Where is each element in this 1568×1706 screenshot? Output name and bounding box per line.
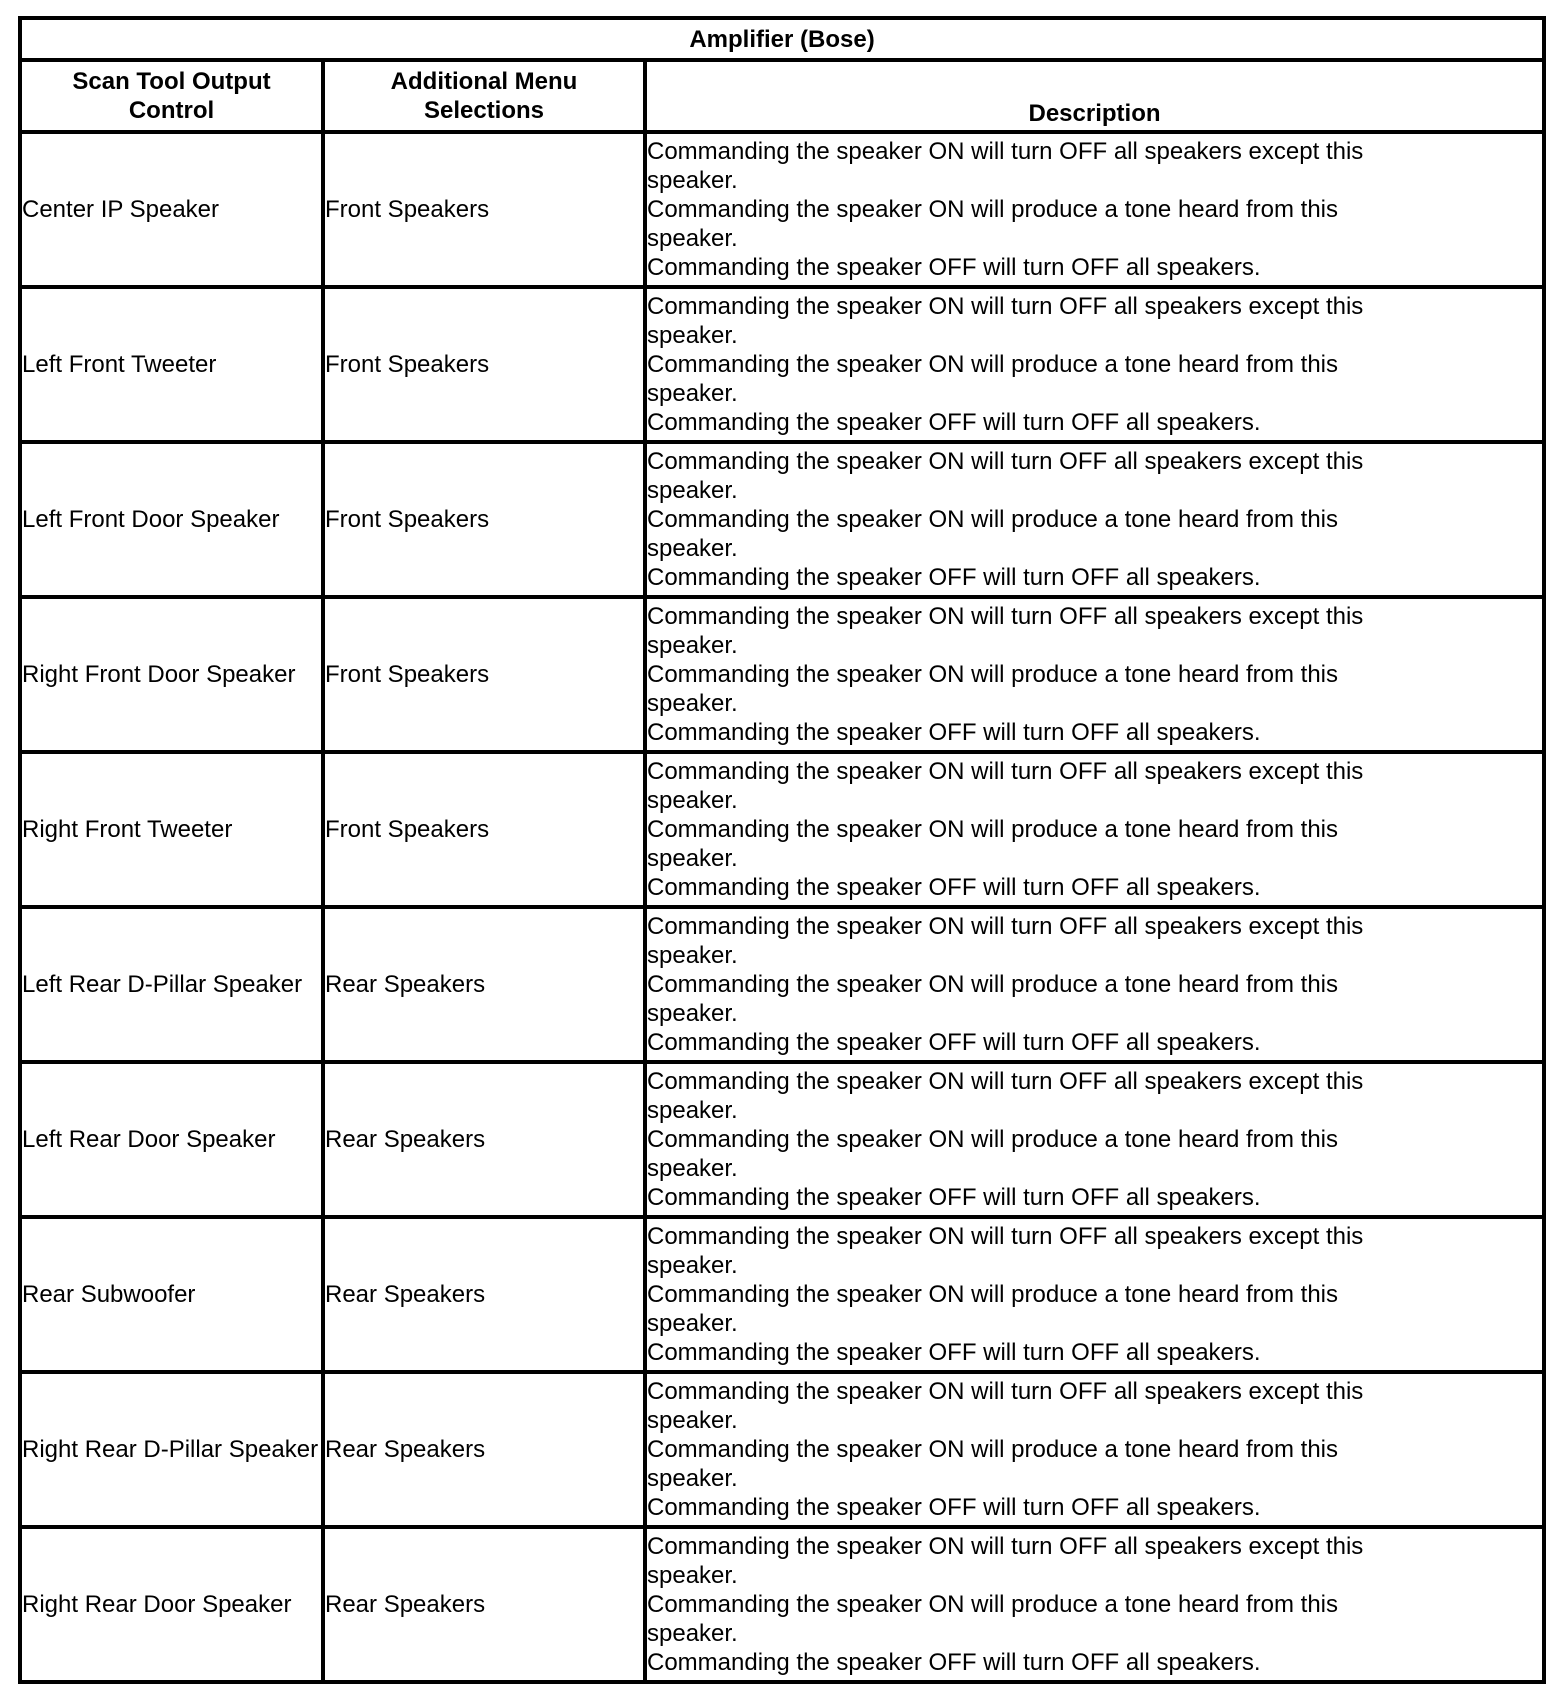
description-line: Commanding the speaker OFF will turn OFF all speakers. <box>647 1184 1261 1211</box>
description-line: Commanding the speaker ON will produce a tone heard from this <box>647 351 1339 378</box>
description-cell <box>645 597 1544 752</box>
description-cell <box>645 1527 1544 1682</box>
description-line: speaker. <box>647 942 738 969</box>
output-control-cell: Rear Subwoofer <box>20 1217 323 1372</box>
description-line: speaker. <box>647 1310 738 1337</box>
description-line: Commanding the speaker ON will turn OFF all speakers except this <box>647 1223 1364 1250</box>
description-line: speaker. <box>647 380 738 407</box>
description-line: Commanding the speaker ON will produce a tone heard from this <box>647 196 1339 223</box>
menu-selection-cell: Rear Speakers <box>323 1062 645 1217</box>
description-cell <box>645 1372 1544 1527</box>
description-line: speaker. <box>647 690 738 717</box>
header-row <box>20 60 1544 132</box>
output-control-cell: Right Front Door Speaker <box>20 597 323 752</box>
output-control-cell: Left Front Door Speaker <box>20 442 323 597</box>
description-line: Commanding the speaker ON will turn OFF all speakers except this <box>647 1068 1364 1095</box>
table-row <box>20 1372 1544 1527</box>
description-line: Commanding the speaker OFF will turn OFF all speakers. <box>647 1339 1261 1366</box>
description-line: speaker. <box>647 632 738 659</box>
table-row <box>20 442 1544 597</box>
table-row <box>20 1217 1544 1372</box>
description-line: Commanding the speaker ON will turn OFF all speakers except this <box>647 1533 1364 1560</box>
description-cell <box>645 907 1544 1062</box>
menu-selection-cell: Rear Speakers <box>323 1372 645 1527</box>
description-line: Commanding the speaker ON will turn OFF all speakers except this <box>647 758 1364 785</box>
description-cell <box>645 132 1544 287</box>
description-line: speaker. <box>647 477 738 504</box>
description-line: Commanding the speaker ON will produce a tone heard from this <box>647 661 1339 688</box>
output-control-cell: Right Front Tweeter <box>20 752 323 907</box>
amplifier-table <box>18 16 1546 1684</box>
output-control-cell: Left Rear Door Speaker <box>20 1062 323 1217</box>
description-line: speaker. <box>647 1465 738 1492</box>
table-row <box>20 752 1544 907</box>
description-line: Commanding the speaker OFF will turn OFF all speakers. <box>647 719 1261 746</box>
description-cell <box>645 752 1544 907</box>
description-line: speaker. <box>647 787 738 814</box>
description-line: Commanding the speaker ON will turn OFF all speakers except this <box>647 448 1364 475</box>
table-row <box>20 907 1544 1062</box>
description-line: Commanding the speaker OFF will turn OFF all speakers. <box>647 1649 1261 1676</box>
description-line: Commanding the speaker ON will turn OFF all speakers except this <box>647 293 1364 320</box>
description-line: Commanding the speaker ON will produce a tone heard from this <box>647 1126 1339 1153</box>
table-row <box>20 132 1544 287</box>
description-line: Commanding the speaker OFF will turn OFF all speakers. <box>647 1029 1261 1056</box>
description-line: Commanding the speaker ON will turn OFF all speakers except this <box>647 138 1364 165</box>
output-control-cell: Left Front Tweeter <box>20 287 323 442</box>
description-line: Commanding the speaker OFF will turn OFF all speakers. <box>647 874 1261 901</box>
description-line: Commanding the speaker ON will produce a tone heard from this <box>647 816 1339 843</box>
table-row <box>20 1527 1544 1682</box>
description-cell <box>645 442 1544 597</box>
description-cell <box>645 287 1544 442</box>
table-row <box>20 287 1544 442</box>
description-line: Commanding the speaker OFF will turn OFF all speakers. <box>647 564 1261 591</box>
description-line: Commanding the speaker ON will produce a tone heard from this <box>647 1436 1339 1463</box>
description-line: Commanding the speaker ON will turn OFF all speakers except this <box>647 603 1364 630</box>
output-control-cell: Center IP Speaker <box>20 132 323 287</box>
description-line: speaker. <box>647 1097 738 1124</box>
description-line: Commanding the speaker OFF will turn OFF all speakers. <box>647 1494 1261 1521</box>
description-cell <box>645 1062 1544 1217</box>
menu-selection-cell: Front Speakers <box>323 442 645 597</box>
output-control-cell: Left Rear D-Pillar Speaker <box>20 907 323 1062</box>
description-line: speaker. <box>647 845 738 872</box>
column-header-description: Description <box>645 60 1544 132</box>
menu-selection-cell: Front Speakers <box>323 132 645 287</box>
table-row <box>20 1062 1544 1217</box>
description-line: speaker. <box>647 1562 738 1589</box>
column-header-menu-selections: Additional Menu Selections <box>323 60 645 132</box>
description-cell <box>645 1217 1544 1372</box>
description-line: speaker. <box>647 535 738 562</box>
menu-selection-cell: Front Speakers <box>323 752 645 907</box>
description-line: Commanding the speaker ON will produce a tone heard from this <box>647 1281 1339 1308</box>
description-line: speaker. <box>647 225 738 252</box>
description-line: Commanding the speaker ON will turn OFF all speakers except this <box>647 1378 1364 1405</box>
description-line: Commanding the speaker ON will produce a tone heard from this <box>647 506 1339 533</box>
description-line: Commanding the speaker ON will turn OFF all speakers except this <box>647 913 1364 940</box>
description-line: Commanding the speaker ON will produce a tone heard from this <box>647 971 1339 998</box>
description-line: speaker. <box>647 1620 738 1647</box>
description-line: Commanding the speaker OFF will turn OFF all speakers. <box>647 409 1261 436</box>
menu-selection-cell: Rear Speakers <box>323 907 645 1062</box>
column-header-output-control: Scan Tool Output Control <box>20 60 323 132</box>
description-line: speaker. <box>647 1407 738 1434</box>
description-line: speaker. <box>647 167 738 194</box>
table-title: Amplifier (Bose) <box>20 18 1544 60</box>
output-control-cell: Right Rear D-Pillar Speaker <box>20 1372 323 1527</box>
description-line: Commanding the speaker OFF will turn OFF all speakers. <box>647 254 1261 281</box>
description-line: Commanding the speaker ON will produce a tone heard from this <box>647 1591 1339 1618</box>
table-row <box>20 597 1544 752</box>
description-line: speaker. <box>647 1000 738 1027</box>
menu-selection-cell: Front Speakers <box>323 287 645 442</box>
menu-selection-cell: Front Speakers <box>323 597 645 752</box>
description-line: speaker. <box>647 1252 738 1279</box>
output-control-cell: Right Rear Door Speaker <box>20 1527 323 1682</box>
description-line: speaker. <box>647 1155 738 1182</box>
menu-selection-cell: Rear Speakers <box>323 1217 645 1372</box>
description-line: speaker. <box>647 322 738 349</box>
menu-selection-cell: Rear Speakers <box>323 1527 645 1682</box>
